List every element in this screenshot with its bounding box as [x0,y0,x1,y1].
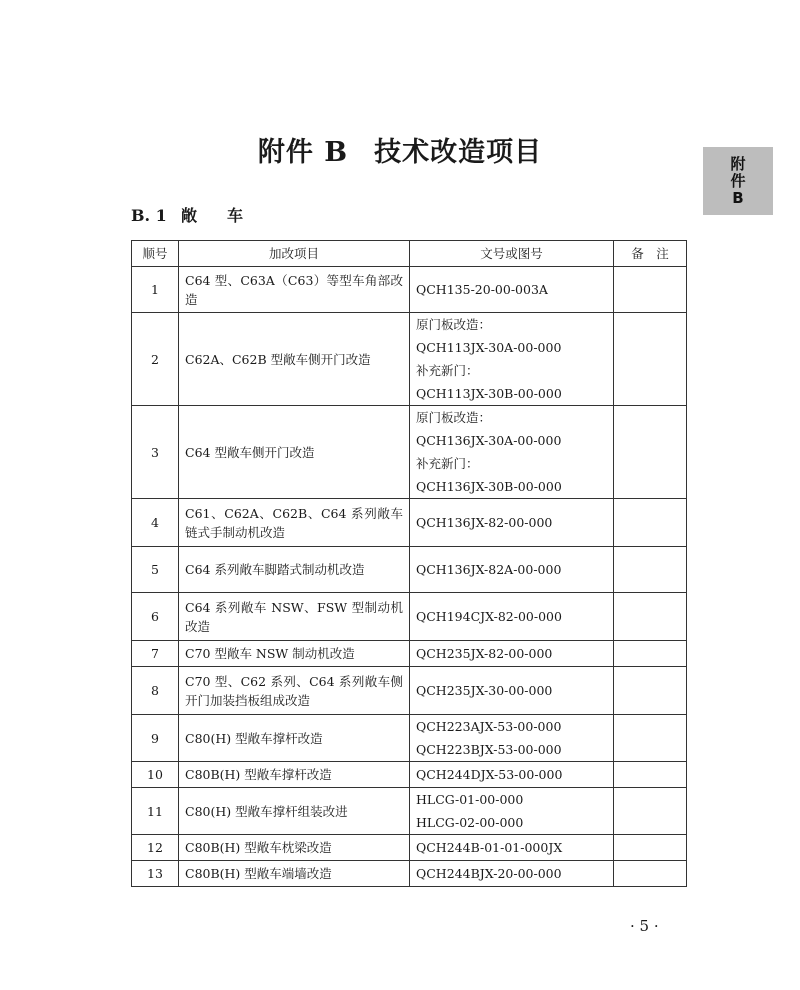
cell-doc [410,313,614,406]
doc-line: 补充新门： [416,363,479,378]
cell-doc [410,267,614,313]
table-row [132,313,687,406]
cell-seq: 7 [132,641,179,667]
cell-note [614,593,687,641]
table-row [132,406,687,499]
cell-item: C61、C62A、C62B、C64 系列敞车链式手制动机改造 [179,499,410,547]
cell-note [614,641,687,667]
cell-doc [410,547,614,593]
cell-seq: 9 [132,715,179,762]
table-row [132,835,687,861]
cell-note [614,499,687,547]
header-note: 备 注 [614,241,687,267]
cell-doc [410,715,614,762]
cell-doc [410,835,614,861]
cell-item: C70 型、C62 系列、C64 系列敞车侧开门加装挡板组成改造 [179,667,410,715]
table-row [132,667,687,715]
cell-item: C80B(H) 型敞车端墙改造 [179,861,410,887]
table-body [132,267,687,887]
table-row [132,861,687,887]
doc-line: QCH244BJX-20-00-000 [416,866,562,881]
cell-doc [410,641,614,667]
table-row [132,499,687,547]
page-number: · 5 · [630,917,659,935]
cell-doc [410,861,614,887]
cell-doc [410,667,614,715]
cell-note [614,313,687,406]
appendix-side-tab [703,147,773,215]
table-row [132,641,687,667]
cell-item: C80(H) 型敞车撑杆组装改进 [179,788,410,835]
cell-seq: 4 [132,499,179,547]
doc-line: QCH223AJX-53-00-000 [416,719,562,734]
cell-note [614,667,687,715]
table-row [132,715,687,762]
doc-line: HLCG-01-00-000 [416,792,524,807]
doc-line: QCH235JX-30-00-000 [416,683,553,698]
side-tab-line-1: 附 [730,154,746,173]
cell-seq: 8 [132,667,179,715]
cell-note [614,835,687,861]
section-heading [131,203,273,226]
section-name: 敞车 [181,206,274,225]
cell-doc [410,762,614,788]
doc-line: QCH136JX-30A-00-000 [416,433,562,448]
doc-line: QCH136JX-30B-00-000 [416,479,562,494]
header-seq: 顺号 [132,241,179,267]
doc-line: QCH244B-01-01-000JX [416,840,563,855]
cell-seq: 5 [132,547,179,593]
cell-item: C64 系列敞车脚踏式制动机改造 [179,547,410,593]
doc-line: QCH135-20-00-003A [416,282,548,297]
cell-doc [410,788,614,835]
cell-item: C80(H) 型敞车撑杆改造 [179,715,410,762]
cell-item: C64 型敞车侧开门改造 [179,406,410,499]
cell-seq: 3 [132,406,179,499]
cell-seq: 11 [132,788,179,835]
table-row [132,593,687,641]
cell-seq: 10 [132,762,179,788]
cell-item: C64 型、C63A（C63）等型车角部改造 [179,267,410,313]
cell-note [614,788,687,835]
header-doc: 文号或图号 [410,241,614,267]
doc-line: QCH223BJX-53-00-000 [416,742,562,757]
cell-item: C80B(H) 型敞车撑杆改造 [179,762,410,788]
side-tab-line-3: B [732,188,744,207]
doc-line: QCH194CJX-82-00-000 [416,609,562,624]
doc-line: 原门板改造： [416,317,492,332]
doc-line: QCH136JX-82-00-000 [416,515,553,530]
page-title [0,130,800,169]
cell-seq: 12 [132,835,179,861]
doc-line: QCH113JX-30B-00-000 [416,386,562,401]
doc-line: QCH136JX-82A-00-000 [416,562,562,577]
cell-seq: 6 [132,593,179,641]
table-row [132,267,687,313]
cell-item: C64 系列敞车 NSW、FSW 型制动机改造 [179,593,410,641]
cell-doc [410,499,614,547]
cell-seq: 2 [132,313,179,406]
cell-note [614,715,687,762]
title-text: 技术改造项目 [374,137,543,168]
table-row [132,762,687,788]
doc-line: QCH244DJX-53-00-000 [416,767,563,782]
table-row [132,547,687,593]
cell-note [614,406,687,499]
doc-line: QCH235JX-82-00-000 [416,646,553,661]
doc-line: HLCG-02-00-000 [416,815,524,830]
cell-seq: 13 [132,861,179,887]
header-item: 加改项目 [179,241,410,267]
table-row [132,788,687,835]
modification-table [131,240,687,887]
cell-item: C80B(H) 型敞车枕梁改造 [179,835,410,861]
cell-item: C62A、C62B 型敞车侧开门改造 [179,313,410,406]
cell-doc [410,406,614,499]
section-number: B. 1 [131,206,167,225]
title-prefix: 附件 B [257,137,349,168]
cell-doc [410,593,614,641]
cell-item: C70 型敞车 NSW 制动机改造 [179,641,410,667]
doc-line: 补充新门： [416,456,479,471]
doc-line: 原门板改造： [416,410,492,425]
doc-line: QCH113JX-30A-00-000 [416,340,562,355]
cell-note [614,267,687,313]
cell-note [614,762,687,788]
cell-seq: 1 [132,267,179,313]
table-header-row [132,241,687,267]
side-tab-line-2: 件 [730,171,746,190]
cell-note [614,547,687,593]
cell-note [614,861,687,887]
